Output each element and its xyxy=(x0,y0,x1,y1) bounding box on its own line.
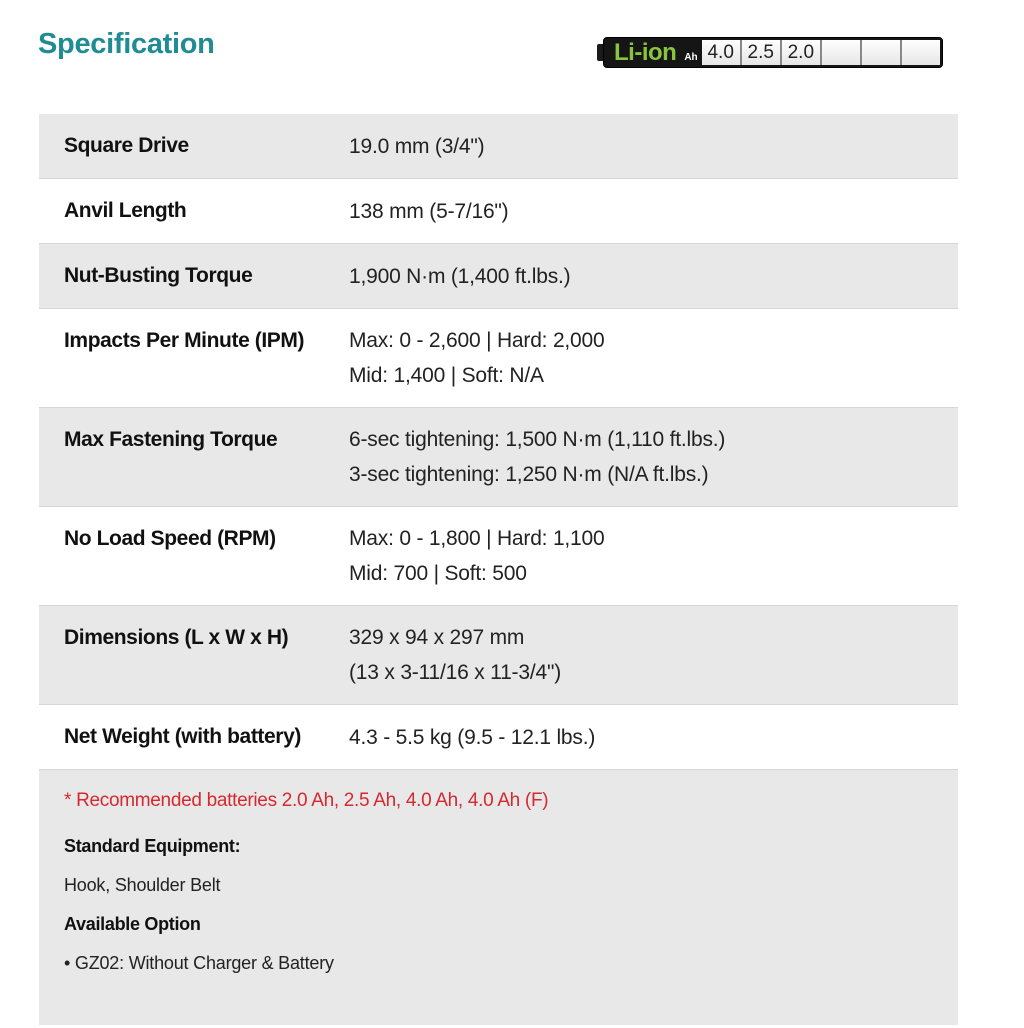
battery-unit-label: Ah xyxy=(684,52,698,63)
spec-label: Impacts Per Minute (IPM) xyxy=(64,329,305,352)
page-title: Specification xyxy=(38,28,215,60)
spec-row-square-drive xyxy=(39,114,958,179)
battery-cell xyxy=(822,40,862,65)
spec-value-line: 138 mm (5-7/16") xyxy=(349,199,509,223)
spec-row-max-fastening-torque xyxy=(39,408,958,507)
battery-badge xyxy=(597,37,943,68)
battery-cells xyxy=(702,40,940,65)
spec-value-line: Max: 0 - 1,800 | Hard: 1,100 xyxy=(349,527,605,550)
spec-label: Square Drive xyxy=(64,134,189,157)
spec-value xyxy=(349,720,958,755)
spec-label: No Load Speed (RPM) xyxy=(64,527,276,550)
spec-row-nut-busting-torque xyxy=(39,244,958,309)
spec-value xyxy=(349,620,958,690)
battery-cell: 4.0 xyxy=(702,40,742,65)
spec-label: Max Fastening Torque xyxy=(64,428,278,451)
spec-row-net-weight xyxy=(39,705,958,770)
standard-equipment-text: Hook, Shoulder Belt xyxy=(64,875,221,895)
spec-value xyxy=(349,129,958,164)
standard-equipment-heading: Standard Equipment: xyxy=(64,836,241,856)
spec-value-line: (13 x 3-11/16 x 11-3/4") xyxy=(349,661,561,684)
spec-value-line: 329 x 94 x 297 mm xyxy=(349,626,525,649)
spec-value-line: 3-sec tightening: 1,250 N·m (N/A ft.lbs.) xyxy=(349,463,709,486)
spec-value-line: 4.3 - 5.5 kg (9.5 - 12.1 lbs.) xyxy=(349,725,596,749)
spec-value xyxy=(349,422,958,492)
spec-value-line: Mid: 1,400 | Soft: N/A xyxy=(349,364,544,387)
spec-table xyxy=(39,114,958,1025)
battery-type-label: Li-ion xyxy=(614,39,677,66)
battery-cell xyxy=(902,40,940,65)
battery-body xyxy=(603,37,943,68)
spec-value-line: Max: 0 - 2,600 | Hard: 2,000 xyxy=(349,329,605,352)
spec-label: Dimensions (L x W x H) xyxy=(64,626,289,649)
spec-row-no-load-speed xyxy=(39,507,958,606)
notes-section xyxy=(39,770,958,1025)
spec-value xyxy=(349,521,958,591)
spec-value xyxy=(349,194,958,229)
spec-label: Nut-Busting Torque xyxy=(64,264,253,287)
available-option-heading: Available Option xyxy=(64,914,201,934)
spec-value-line: 6-sec tightening: 1,500 N·m (1,110 ft.lbs.) xyxy=(349,428,726,451)
available-option-item: • GZ02: Without Charger & Battery xyxy=(64,953,334,973)
spec-row-dimensions xyxy=(39,606,958,705)
spec-value xyxy=(349,259,958,294)
battery-cell: 2.5 xyxy=(742,40,782,65)
spec-value-line: 1,900 N·m (1,400 ft.lbs.) xyxy=(349,264,571,288)
spec-label: Anvil Length xyxy=(64,199,187,222)
spec-label: Net Weight (with battery) xyxy=(64,725,301,748)
battery-cell: 2.0 xyxy=(782,40,822,65)
spec-value xyxy=(349,323,958,393)
spec-value-line: 19.0 mm (3/4") xyxy=(349,134,485,158)
spec-row-anvil-length xyxy=(39,179,958,244)
recommended-batteries-note: * Recommended batteries 2.0 Ah, 2.5 Ah, 4.0 Ah, 4.0 Ah (F) xyxy=(64,790,549,811)
spec-value-line: Mid: 700 | Soft: 500 xyxy=(349,562,527,585)
battery-cell xyxy=(862,40,902,65)
spec-row-impacts-per-minute xyxy=(39,309,958,408)
